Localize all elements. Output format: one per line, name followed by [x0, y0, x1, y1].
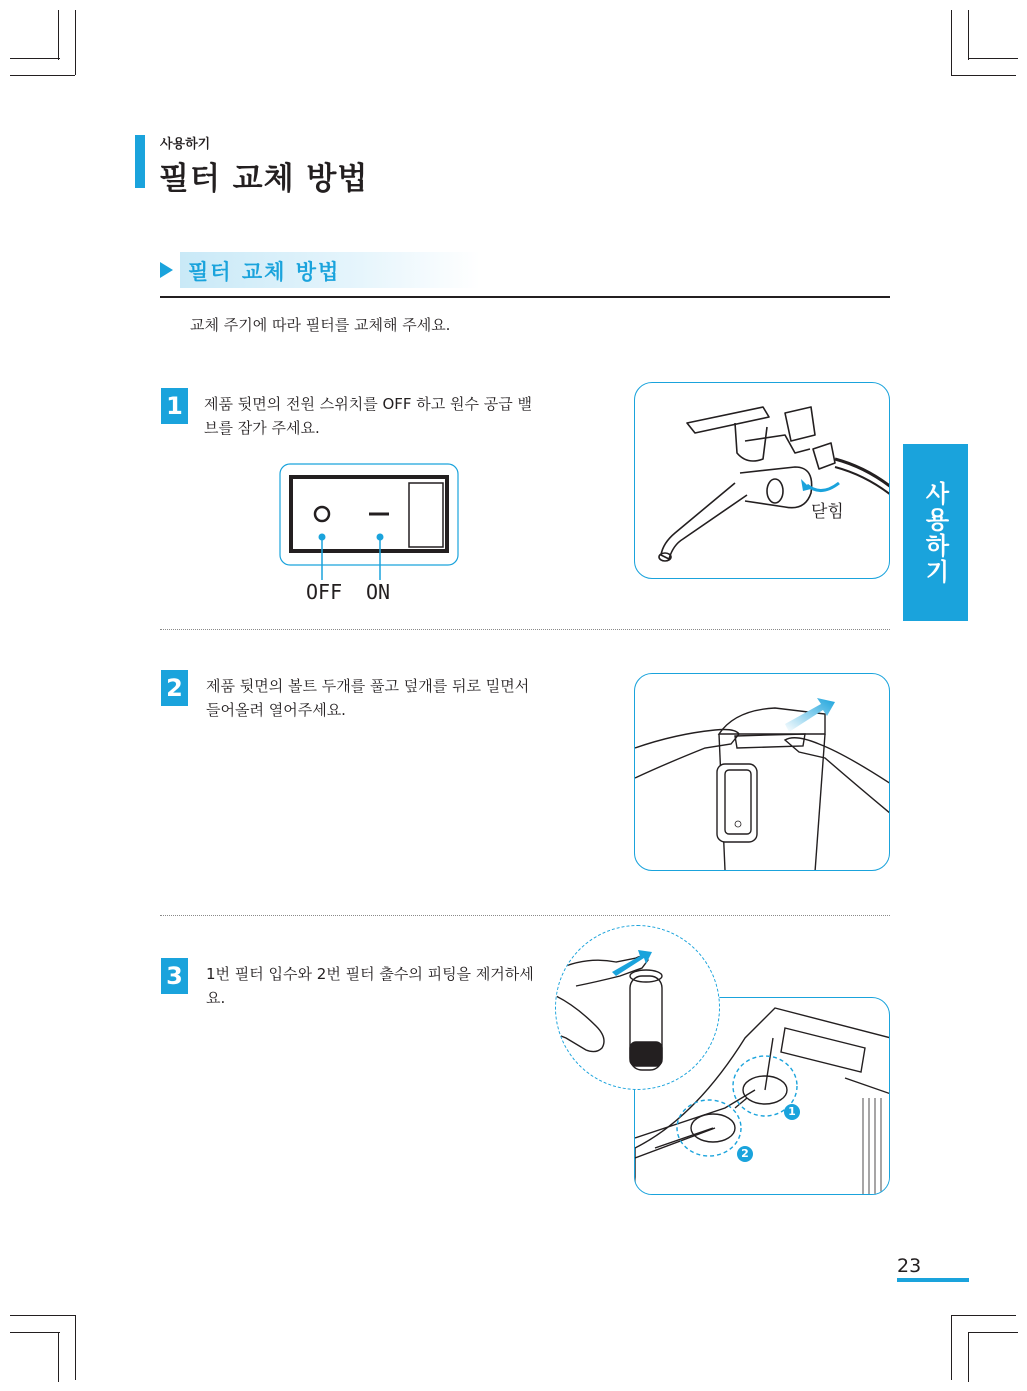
- header-accent-bar: [135, 135, 145, 188]
- crop-mark-top-left-h2: [10, 58, 60, 59]
- page-number-rule: [897, 1278, 969, 1282]
- page-title: 필터 교체 방법: [159, 161, 369, 197]
- crop-mark-bottom-left-v: [75, 1315, 76, 1380]
- crop-mark-bottom-left-h: [10, 1315, 75, 1316]
- switch-on-label: ON: [366, 580, 391, 604]
- page-number: 23: [897, 1255, 922, 1277]
- crop-mark-bottom-right-h: [951, 1315, 1016, 1316]
- intro-text: 교체 주기에 따라 필터를 교체해 주세요.: [190, 316, 451, 334]
- step-divider-1: [160, 629, 890, 630]
- step-3-badge: 3: [161, 958, 188, 994]
- step-1-badge: 1: [161, 388, 188, 424]
- crop-mark-bottom-right-h2: [968, 1332, 1018, 1333]
- step-2-badge: 2: [161, 670, 188, 706]
- crop-mark-bottom-left-h2: [10, 1332, 60, 1333]
- crop-mark-top-left-v: [75, 10, 76, 75]
- valve-illustration: [634, 382, 890, 579]
- crop-mark-top-right-h2: [968, 58, 1018, 59]
- crop-mark-top-left-h: [10, 75, 75, 76]
- crop-mark-bottom-right-v2: [968, 1332, 969, 1382]
- filter-zoom-circle: [555, 925, 720, 1090]
- fitting-marker-2: 2: [741, 1147, 749, 1160]
- crop-mark-top-left-v2: [58, 10, 59, 60]
- step-1-text: 제품 뒷면의 전원 스위치를 OFF 하고 원수 공급 밸브를 잠가 주세요.: [204, 395, 533, 437]
- step-3-text: 1번 필터 입수와 2번 필터 출수의 피팅을 제거하세요.: [206, 965, 534, 1007]
- crop-mark-bottom-left-v2: [58, 1332, 59, 1382]
- side-tab-label-wrap: [903, 444, 968, 621]
- fitting-marker-1: 1: [788, 1105, 796, 1118]
- section-title: 필터 교체 방법: [188, 260, 341, 284]
- step-2-text: 제품 뒷면의 볼트 두개를 풀고 덮개를 뒤로 밀면서 들어올려 열어주세요.: [206, 677, 530, 719]
- crop-mark-bottom-right-v: [951, 1315, 952, 1380]
- crop-mark-top-right-v2: [968, 10, 969, 60]
- crop-mark-top-right-h: [951, 75, 1016, 76]
- step-divider-2: [160, 915, 890, 916]
- section-triangle-icon: [160, 262, 173, 278]
- switch-lead-lines: [321, 565, 391, 579]
- header-kicker: 사용하기: [160, 137, 211, 152]
- valve-closed-label: 닫힘: [811, 502, 844, 522]
- crop-mark-top-right-v: [951, 10, 952, 75]
- section-divider: [160, 296, 890, 298]
- cover-open-illustration: [634, 673, 890, 871]
- switch-off-label: OFF: [306, 580, 343, 604]
- power-switch-illustration: [279, 463, 459, 566]
- side-tab-label: 사용하기: [921, 480, 949, 585]
